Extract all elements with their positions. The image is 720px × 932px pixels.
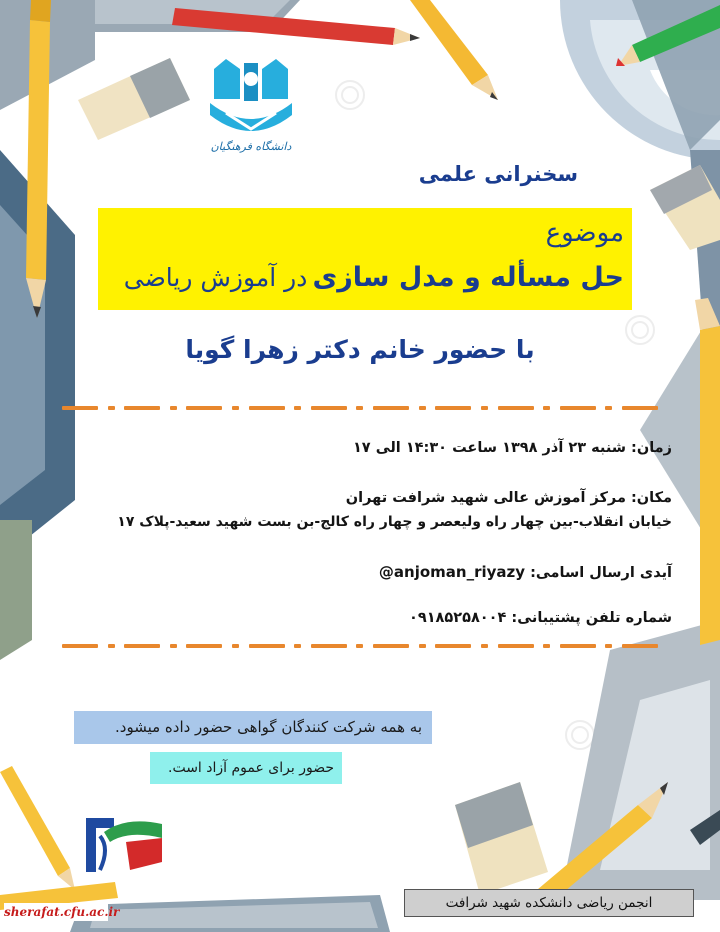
id-value[interactable]: @anjoman_riyazy [378, 563, 526, 581]
ruler-left-lower [0, 520, 32, 660]
time-line: زمان: شنبه ۲۳ آذر ۱۳۹۸ ساعت ۱۴:۳۰ الی ۱۷ [352, 440, 672, 456]
topic-label: موضوع [545, 218, 624, 248]
divider-bottom [62, 643, 658, 649]
site-url[interactable]: sherafat.cfu.ac.ir [4, 905, 120, 919]
topic-box [98, 208, 632, 310]
place-line-1: مکان: مرکز آموزش عالی شهید شرافت تهران [345, 490, 672, 506]
place-line-2: خیابان انقلاب-بین چهار راه ولیعصر و چهار راه کالج-بن بست شهید سعید-پلاک ۱۷ [117, 514, 672, 530]
university-logo-icon [206, 55, 296, 140]
id-line [72, 563, 672, 581]
association-footer: انجمن ریاضی دانشکده شهید شرافت [404, 889, 694, 917]
certificate-note: به همه شرکت کنندگان گواهی حضور داده میشود. [74, 711, 432, 744]
topic-title [104, 262, 624, 293]
topic-title-bold: حل مسأله و مدل سازی [312, 262, 624, 293]
association-logo-icon [86, 816, 162, 876]
pencil-red [172, 8, 420, 45]
university-logo-caption: دانشگاه فرهنگیان [210, 140, 292, 153]
event-type: سخنرانی علمی [418, 162, 578, 186]
speaker-line: با حضور خانم دکتر زهرا گویا [185, 335, 535, 364]
free-note: حضور برای عموم آزاد است. [150, 752, 342, 784]
eraser-bottom [455, 782, 548, 895]
phone-line: شماره تلفن پشتیبانی: ۰۹۱۸۵۲۵۸۰۰۴ [409, 610, 672, 626]
divider-top [62, 405, 658, 411]
pencil-bottom-left [0, 766, 75, 890]
topic-title-rest: در آموزش ریاضی [123, 263, 308, 292]
pencil-top-right [410, 0, 498, 100]
id-label: آیدی ارسال اسامی: [530, 565, 672, 581]
eraser-top [78, 58, 190, 140]
